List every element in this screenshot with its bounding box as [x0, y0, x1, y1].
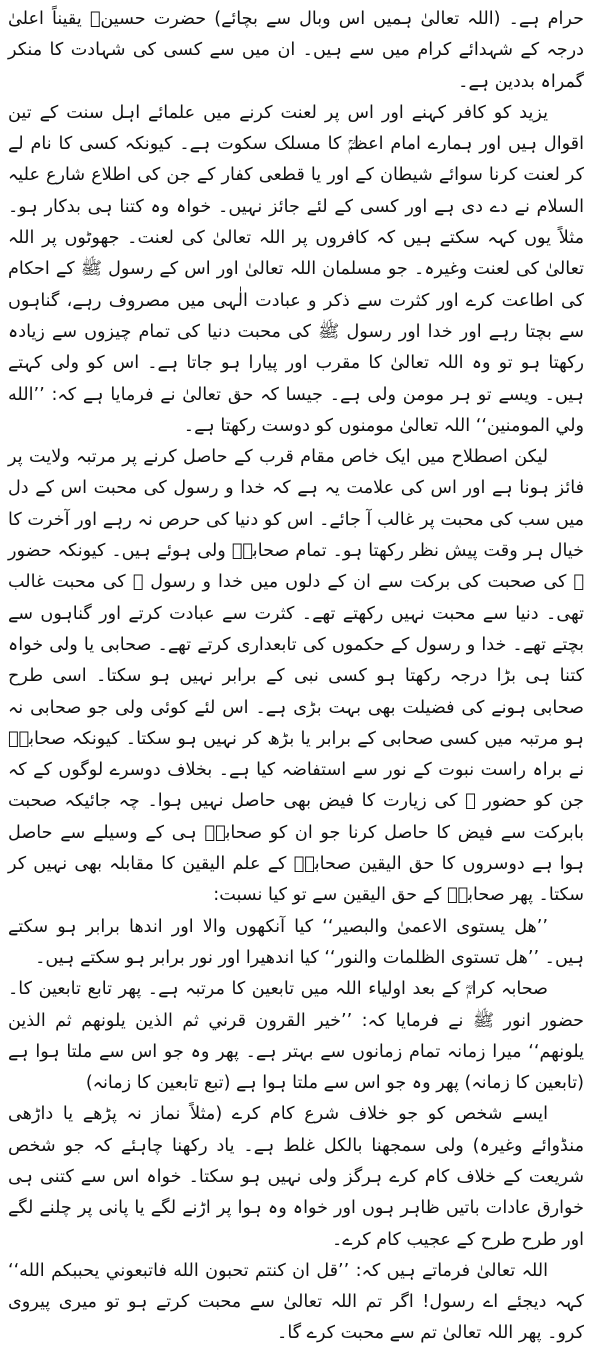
- paragraph-6: ایسے شخص کو جو خلاف شرع کام کرے (مثلاً نماز نہ پڑھے یا داڑھی منڈوائے وغیرہ) ولی سمجھنا بالکل غلط ہے۔ یاد رکھنا چاہئے کہ جو شخص شریعت کے خلاف کام کرے ہرگز ولی نہیں ہو سکتا۔ خواہ اس سے کتنی ہی خوارق عادات باتیں ظاہر ہوں اور خواہ وہ ہوا پر اڑنے لگے یا پانی پر چلنے لگے اور طرح طرح کے عجیب کام کرے۔: [8, 1104, 584, 1250]
- paragraph-1: حرام ہے۔ (اللہ تعالیٰ ہمیں اس وبال سے بچائے) حضرت حسینؓ یقیناً اعلیٰ درجہ کے شہدائے کرام میں سے ہیں۔ ان میں سے کسی کی شہادت کا منکر گمراہ بددین ہے۔: [8, 9, 584, 92]
- paragraph-4-quotes: ’’هل يستوى الاعمىٰ والبصير‘‘ کیا آنکھوں والا اور اندھا برابر ہو سکتے ہیں۔ ’’هل تستوى الظلمات والنور‘‘ کیا اندھیرا اور نور برابر ہو سکتے ہیں۔: [8, 916, 584, 968]
- document-page: [8, 4, 584, 1344]
- paragraph-2: یزید کو کافر کہنے اور اس پر لعنت کرنے میں علمائے اہل سنت کے تین اقوال ہیں اور ہمارے امام اعظمؒ کا مسلک سکوت ہے۔ کیونکہ کسی کا نام لے کر لعنت کرنا سوائے شیطان کے اور یا قطعی کفار کے جن کی اطلاع شارع علیہ السلام نے دے دی ہے اور کسی کے لئے جائز نہیں۔ خواہ وہ کتنا ہی بدکار ہو۔ مثلاً یوں کہہ سکتے ہیں کہ کافروں پر اللہ تعالیٰ کی لعنت۔ جھوٹوں پر اللہ تعالیٰ کی لعنت وغیرہ۔ جو مسلمان اللہ تعالیٰ اور اس کے رسول ﷺ کے احکام کی اطاعت کرے اور کثرت سے ذکر و عبادت الٰہی میں مصروف رہے، گناہوں سے بچتا رہے اور خدا اور رسول ﷺ کی محبت دنیا کی تمام چیزوں سے زیادہ رکھتا ہو تو وہ اللہ تعالیٰ کا مقرب اور پیارا ہو جاتا ہے۔ اس کو ولی کہتے ہیں۔ ویسے تو ہر مومن ولی ہے۔ جیسا کہ حق تعالیٰ نے فرمایا ہے کہ: ’’الله ولي المومنين‘‘ اللہ تعالیٰ مومنوں کو دوست رکھتا ہے۔: [8, 102, 584, 436]
- paragraph-7: اللہ تعالیٰ فرماتے ہیں کہ: ’’قل ان كنتم تحبون الله فاتبعوني يحببكم الله‘‘ کہہ دیجئے اے رسول! اگر تم اللہ تعالیٰ سے محبت کرتے ہو تو میری پیروی کرو۔ پھر اللہ تعالیٰ تم سے محبت کرے گا۔: [8, 1260, 584, 1344]
- paragraph-5: صحابہ کرامؓ کے بعد اولیاء اللہ میں تابعین کا مرتبہ ہے۔ پھر تابع تابعین کا۔ حضور انور ﷺ نے فرمایا کہ: ’’خير القرون قرني ثم الذين يلونهم ثم الذين يلونهم‘‘ میرا زمانہ تمام زمانوں سے بہتر ہے۔ پھر وہ جو اس سے ملتا ہوا ہے (تابعین کا زمانہ) پھر وہ جو اس سے ملتا ہوا ہے (تبع تابعین کا زمانہ): [8, 979, 584, 1094]
- paragraph-3: لیکن اصطلاح میں ایک خاص مقام قرب کے حاصل کرنے پر مرتبہ ولایت پر فائز ہونا ہے اور اس کی علامت یہ ہے کہ خدا و رسول کی محبت اس کے دل میں سب کی محبت پر غالب آ جائے۔ اس کو دنیا کی حرص نہ رہے اور آخرت کا خیال ہر وقت پیش نظر رکھتا ہو۔ تمام صحابہؓ ولی ہوئے ہیں۔ کیونکہ حضور ﷺ کی صحبت کی برکت سے ان کے دلوں میں خدا و رسول ﷺ کی محبت غالب تھی۔ دنیا سے محبت نہیں رکھتے تھے۔ کثرت سے عبادت کرتے اور گناہوں سے بچتے تھے۔ خدا و رسول کے حکموں کی تابعداری کرتے تھے۔ صحابی یا ولی خواہ کتنا ہی بڑا درجہ رکھتا ہو کسی نبی کے برابر نہیں ہو سکتا۔ اسی طرح صحابی ہونے کی فضیلت بھی بہت بڑی ہے۔ اس لئے کوئی ولی جو صحابی نہ ہو مرتبہ میں کسی صحابی کے برابر یا بڑھ کر نہیں ہو سکتا۔ کیونکہ صحابہؓ نے براہ راست نبوت کے نور سے استفاضہ کیا ہے۔ بخلاف دوسرے لوگوں کے کہ جن کو حضور ﷺ کی زیارت کا فیض بھی حاصل نہیں ہوا۔ چہ جائیکہ صحبت بابرکت سے فیض کا حاصل کرنا جو ان کو صحابہؓ ہی کے وسیلے سے حاصل ہوا ہے دوسروں کا حق الیقین صحابہؓ کے علم الیقین کا مقابلہ بھی نہیں کر سکتا۔ پھر صحابہؓ کے حق الیقین سے تو کیا نسبت:: [8, 447, 584, 906]
